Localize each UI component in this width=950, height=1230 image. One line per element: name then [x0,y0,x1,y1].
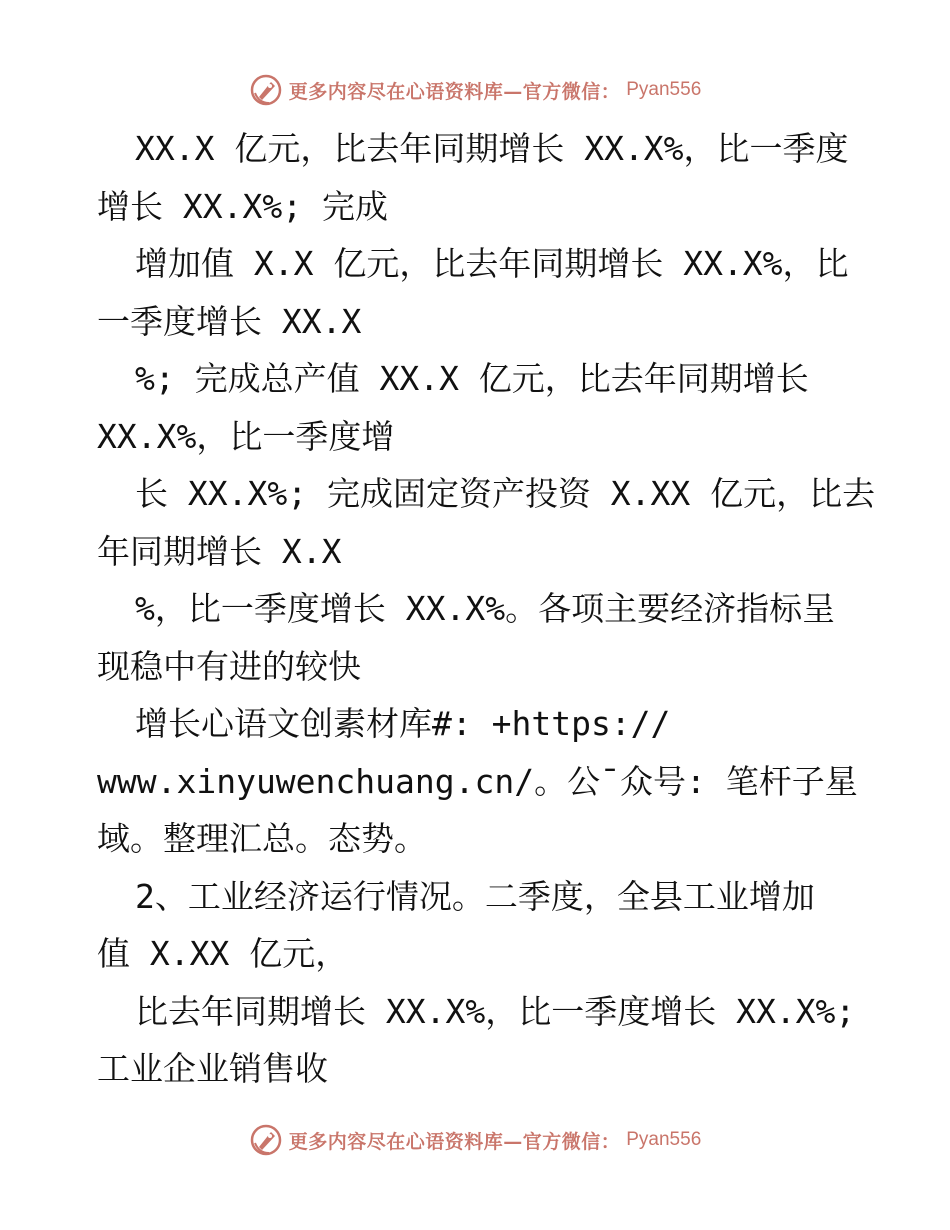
document-body [97,120,876,1098]
footer-banner-handle: Pyan556 [626,1129,702,1150]
text-line: 工业企业销售收 [97,1049,328,1088]
text-line: 一季度增长 XX.X [97,301,362,341]
text-line: XX.X 亿元，比去年同期增长 XX.X%，比一季度 [135,129,849,168]
text-line: 增长 XX.X%; 完成 [97,186,388,226]
header-banner [0,70,950,110]
pen-nib-logo-icon [249,73,283,107]
pen-nib-logo-icon [249,1123,283,1157]
footer-banner [0,1120,950,1160]
text-line: 现稳中有进的较快 [97,646,361,686]
footer-banner-text: 更多内容尽在心语资料库—官方微信： [288,1130,621,1153]
header-banner-handle: Pyan556 [626,79,702,100]
text-line: 增加值 X.X 亿元，比去年同期增长 XX.X%，比 [135,244,849,283]
text-line: 增长心语文创素材库#: +https:// [135,704,671,743]
text-line: %，比一季度增长 XX.X%。各项主要经济指标呈 [135,589,836,628]
text-line: XX.X%，比一季度增 [97,416,395,456]
text-line: 年同期增长 X.X [97,531,342,571]
text-line: www.xinyuwenchuang.cn/。公¯众号: 笔杆子星 [97,761,858,801]
text-line: 比去年同期增长 XX.X%，比一季度增长 XX.X%; [135,991,856,1031]
body-text [97,120,876,1098]
text-line: 值 X.XX 亿元， [97,934,349,973]
header-banner-text: 更多内容尽在心语资料库—官方微信： [288,80,621,103]
text-line: 2、工业经济运行情况。二季度，全县工业增加 [135,876,815,916]
text-line: 长 XX.X%; 完成固定资产投资 X.XX 亿元，比去 [135,474,876,513]
text-line: 域。整理汇总。态势。 [97,819,427,858]
text-line: %; 完成总产值 XX.X 亿元，比去年同期增长 [135,359,809,398]
